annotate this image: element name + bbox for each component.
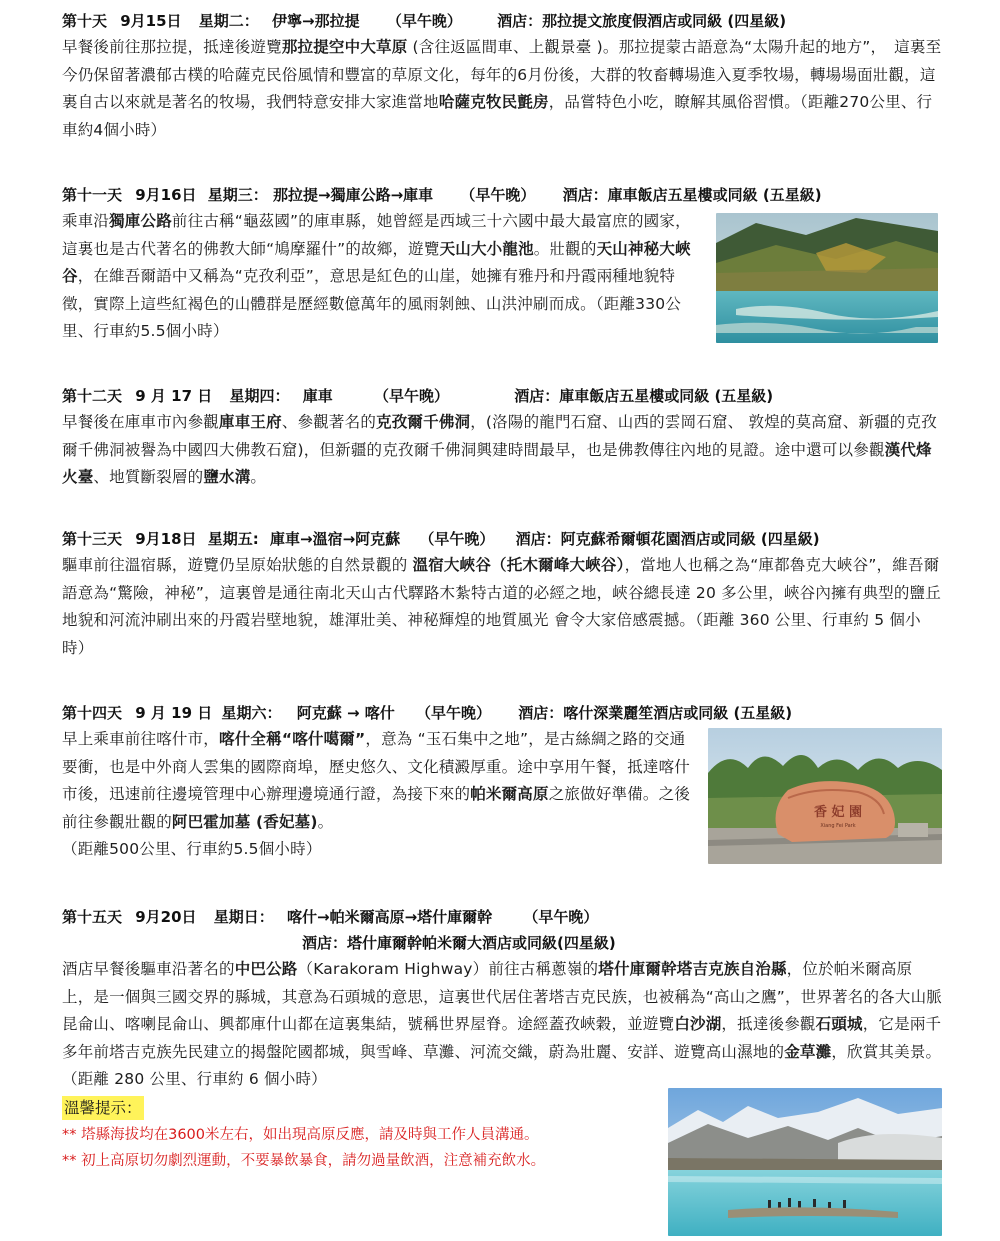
- highlight-text: 克孜爾千佛洞: [376, 413, 471, 431]
- day14-meals: （早午晚）: [415, 704, 491, 722]
- day14-route: 阿克蘇 → 喀什: [296, 704, 395, 722]
- highlight-text: 天山大小龍池: [439, 239, 534, 258]
- day14-date: 9 月 19 日: [135, 704, 213, 722]
- body-text: ，當地人也稱之為“庫都魯克大峽谷”，維吾爾語意為“驚險，神秘”，這裏曾是通往南北天山古代驛路木紮特古道的必經之地，峽谷總長達 20 多公里，峽谷內擁有典型的鹽丘地貌和河流沖刷出來的丹霞岩壁地貌，雄渾壯美、神秘輝煌的地質風光 會令大家倍感震撼。（距離 360 公里、行車約 5 個小時）: [62, 556, 941, 657]
- day12-hotel: 酒店：庫車飯店五星樓或同級 (五星級): [514, 387, 774, 405]
- day10-section: [62, 8, 942, 144]
- monument-subtitle: Xiang Fei Park: [820, 823, 856, 829]
- day13-header: [62, 526, 942, 552]
- day10-header: [62, 8, 942, 34]
- day11-date: 9月16日: [135, 186, 197, 204]
- day13-description: [62, 552, 942, 662]
- body-text: 。: [250, 468, 267, 486]
- body-text: 之旅做好準備。之後前往參觀壯觀的: [62, 785, 691, 831]
- day15-distance: （距離 280 公里、行車約 6 個小時）: [62, 1070, 327, 1088]
- lake-dunes-photo-icon: [668, 1088, 942, 1236]
- day12-route: 庫車: [302, 387, 333, 405]
- highlight-text: 庫車王府: [219, 413, 282, 431]
- day15-route: 喀什→帕米爾高原→塔什庫爾幹: [287, 908, 493, 926]
- day14-label: 第十四天: [62, 704, 123, 722]
- body-text: ，在維吾爾語中又稱為“克孜利亞”，意思是紅色的山崖，她擁有雅丹和丹霞兩種地貌特徵，實際上這些紅褐色的山體群是歷經數億萬年的風雨剝蝕、山洪沖刷而成。（距離330公里、行車約5.5個小時）: [62, 267, 682, 340]
- body-text: 早餐後在庫車市內參觀: [62, 413, 220, 431]
- day14-header: [62, 700, 942, 726]
- highlight-text: 天山神秘大峽谷: [62, 239, 691, 285]
- kuqa-lake-photo: [716, 213, 938, 343]
- day11-header: [62, 182, 942, 208]
- day11-weekday: 星期三：: [207, 186, 268, 204]
- day15-label: 第十五天: [62, 908, 123, 926]
- highlight-text: 獨庫公路: [109, 212, 172, 230]
- highlight-text: 中巴公路: [234, 960, 298, 978]
- warning-1: ** 塔縣海拔均在3600米左右，如出現高原反應，請及時與工作人員溝通。: [62, 1126, 539, 1143]
- day14-hotel: 酒店：喀什深業麗笙酒店或同級 (五星級): [518, 704, 793, 722]
- day15-meals: （早午晚）: [523, 908, 599, 926]
- body-text: 。壯觀的: [533, 239, 597, 258]
- body-text: ，意為 “玉石集中之地”，是古絲綢之路的交通要衝，也是中外商人雲集的國際商埠，歷史悠久、文化積澱厚重。途中享用午餐，抵達喀什市後，迅速前往邊境管理中心辦理邊境通行證，為接下來的: [62, 730, 691, 803]
- body-text: ，品嘗特色小吃，瞭解其風俗習慣。（距離270公里、行車約4個小時）: [62, 93, 933, 139]
- day11-description: [62, 208, 702, 346]
- day11-route: 那拉提→獨庫公路→庫車: [273, 186, 434, 204]
- monument-title: 香 妃 園: [813, 805, 863, 820]
- day12-date: 9 月 17 日: [135, 387, 213, 405]
- day13-date: 9月18日: [135, 530, 197, 548]
- day12-meals: （早午晚）: [373, 387, 449, 405]
- body-text: ，(洛陽的龍門石窟、山西的雲岡石窟、 敦煌的莫高窟、新疆的克孜爾千佛洞被譽為中國四大佛教石窟)，但新疆的克孜爾千佛洞興建時間最早，也是佛教傳往內地的見證。途中還可以參觀: [62, 413, 937, 459]
- highlight-text: 喀什全稱“喀什噶爾”: [219, 730, 366, 748]
- day15-hotel: 酒店：塔什庫爾幹帕米爾大酒店或同級(四星級): [302, 934, 616, 952]
- body-text: 、地質斷裂層的: [93, 468, 204, 486]
- day14-weekday: 星期六：: [221, 704, 282, 722]
- day10-description: [62, 34, 942, 144]
- day10-date: 9月15日: [120, 12, 182, 30]
- lake-photo-icon: [716, 213, 938, 343]
- day11-hotel: 酒店：庫車飯店五星樓或同級 (五星級): [562, 186, 822, 204]
- xiangfei-park-photo: [708, 728, 942, 864]
- day15-weekday: 星期日：: [213, 908, 274, 926]
- day13-weekday: 星期五:: [207, 530, 259, 548]
- body-text: 酒店早餐後驅車沿著名的: [62, 960, 235, 978]
- day15-header: [62, 904, 942, 930]
- body-text: （Karakoram Highway）前往古稱蔥嶺的: [297, 960, 599, 978]
- body-text: 早上乘車前往喀什市，: [62, 730, 220, 748]
- baisha-lake-photo: [668, 1088, 942, 1236]
- day10-route: 伊寧→那拉提: [272, 12, 360, 30]
- day13-route: 庫車→溫宿→阿克蘇: [270, 530, 401, 548]
- day12-description: [62, 409, 942, 492]
- body-text: 乘車沿: [62, 212, 110, 230]
- day11-meals: （早午晚）: [460, 186, 536, 204]
- body-text: ，位於帕米爾高原上，是一個與三國交界的縣城，其意為石頭城的意思，這裏世代居住著塔吉克民族，也被稱為“高山之鷹”，世界著名的各大山脈昆侖山、喀喇昆侖山、興都庫什山都在這裏集結，號稱世界屋脊。途經蓋孜峽穀，並遊覽: [62, 960, 942, 1033]
- body-text: ，抵達後參觀: [721, 1015, 816, 1033]
- body-text: 驅車前往溫宿縣，遊覽仍呈原始狀態的自然景觀的: [62, 556, 413, 574]
- day10-meals: （早午晚）: [386, 12, 462, 30]
- day13-section: [62, 526, 942, 662]
- highlight-text: 帕米爾高原: [470, 785, 549, 803]
- day10-label: 第十天: [62, 12, 108, 30]
- highlight-text: 鹽水溝: [203, 468, 251, 486]
- day10-weekday: 星期二：: [198, 12, 259, 30]
- highlight-text: 溫宿大峽谷（托木爾峰大峽谷）: [412, 556, 625, 574]
- body-text: 、參觀著名的: [281, 413, 377, 431]
- body-text: 前往古稱“龜茲國”的庫車縣，她曾經是西域三十六國中最大最富庶的國家，這裏也是古代著名的佛教大師“鳩摩羅什”的故鄉，遊覽: [62, 212, 691, 258]
- highlight-text: 哈薩克牧民氈房: [438, 93, 549, 111]
- day13-meals: （早午晚）: [419, 530, 495, 548]
- day14-description: [62, 726, 692, 836]
- notice-label: 溫馨提示：: [62, 1096, 144, 1120]
- highlight-text: 石頭城: [815, 1015, 863, 1033]
- day13-hotel: 酒店：阿克蘇希爾頓花園酒店或同級 (四星級): [515, 530, 820, 548]
- day12-weekday: 星期四：: [229, 387, 290, 405]
- day15-description: [62, 956, 942, 1066]
- body-text: ，欣賞其美景。: [831, 1042, 942, 1061]
- highlight-text: 那拉提空中大草原: [281, 38, 408, 56]
- day14-distance: （距離500公里、行車約5.5個小時）: [62, 840, 322, 858]
- day12-header: [62, 383, 942, 409]
- highlight-text: 阿巴霍加墓 (香妃墓): [171, 812, 318, 831]
- day15-date: 9月20日: [135, 908, 197, 926]
- highlight-text: 白沙湖: [674, 1015, 722, 1033]
- body-text: 。: [317, 812, 334, 831]
- day12-label: 第十二天: [62, 387, 123, 405]
- body-text: (含往返區間車、上觀景臺 )。那拉提蒙古語意為“太陽升起的地方”， 這裏至今仍保留著濃郁古樸的哈薩克民俗風情和豐富的草原文化，每年的6月份後，大群的牧畜轉場進入夏季牧場，轉場場面壯觀，這裏自古以來就是著名的牧場，我們特意安排大家進當地: [62, 38, 942, 111]
- day10-hotel: 酒店：那拉提文旅度假酒店或同級 (四星級): [497, 12, 787, 30]
- highlight-text: 金草灘: [784, 1042, 832, 1061]
- monument-photo-icon: [708, 728, 942, 864]
- warning-2: ** 初上高原切勿劇烈運動，不要暴飲暴食，請勿過量飲酒，注意補充飲水。: [62, 1152, 546, 1169]
- highlight-text: 塔什庫爾幹塔吉克族自治縣: [598, 960, 787, 978]
- day12-section: [62, 383, 942, 492]
- highlight-text: 漢代烽火臺: [62, 440, 932, 486]
- body-text: ，它是兩千多年前塔吉克族先民建立的揭盤陀國都城，與雪峰、草灘、河流交織，蔚為壯麗、安詳、遊覽高山濕地的: [62, 1015, 942, 1061]
- day13-label: 第十三天: [62, 530, 123, 548]
- day11-label: 第十一天: [62, 186, 123, 204]
- body-text: 早餐後前往那拉提，抵達後遊覽: [62, 38, 282, 56]
